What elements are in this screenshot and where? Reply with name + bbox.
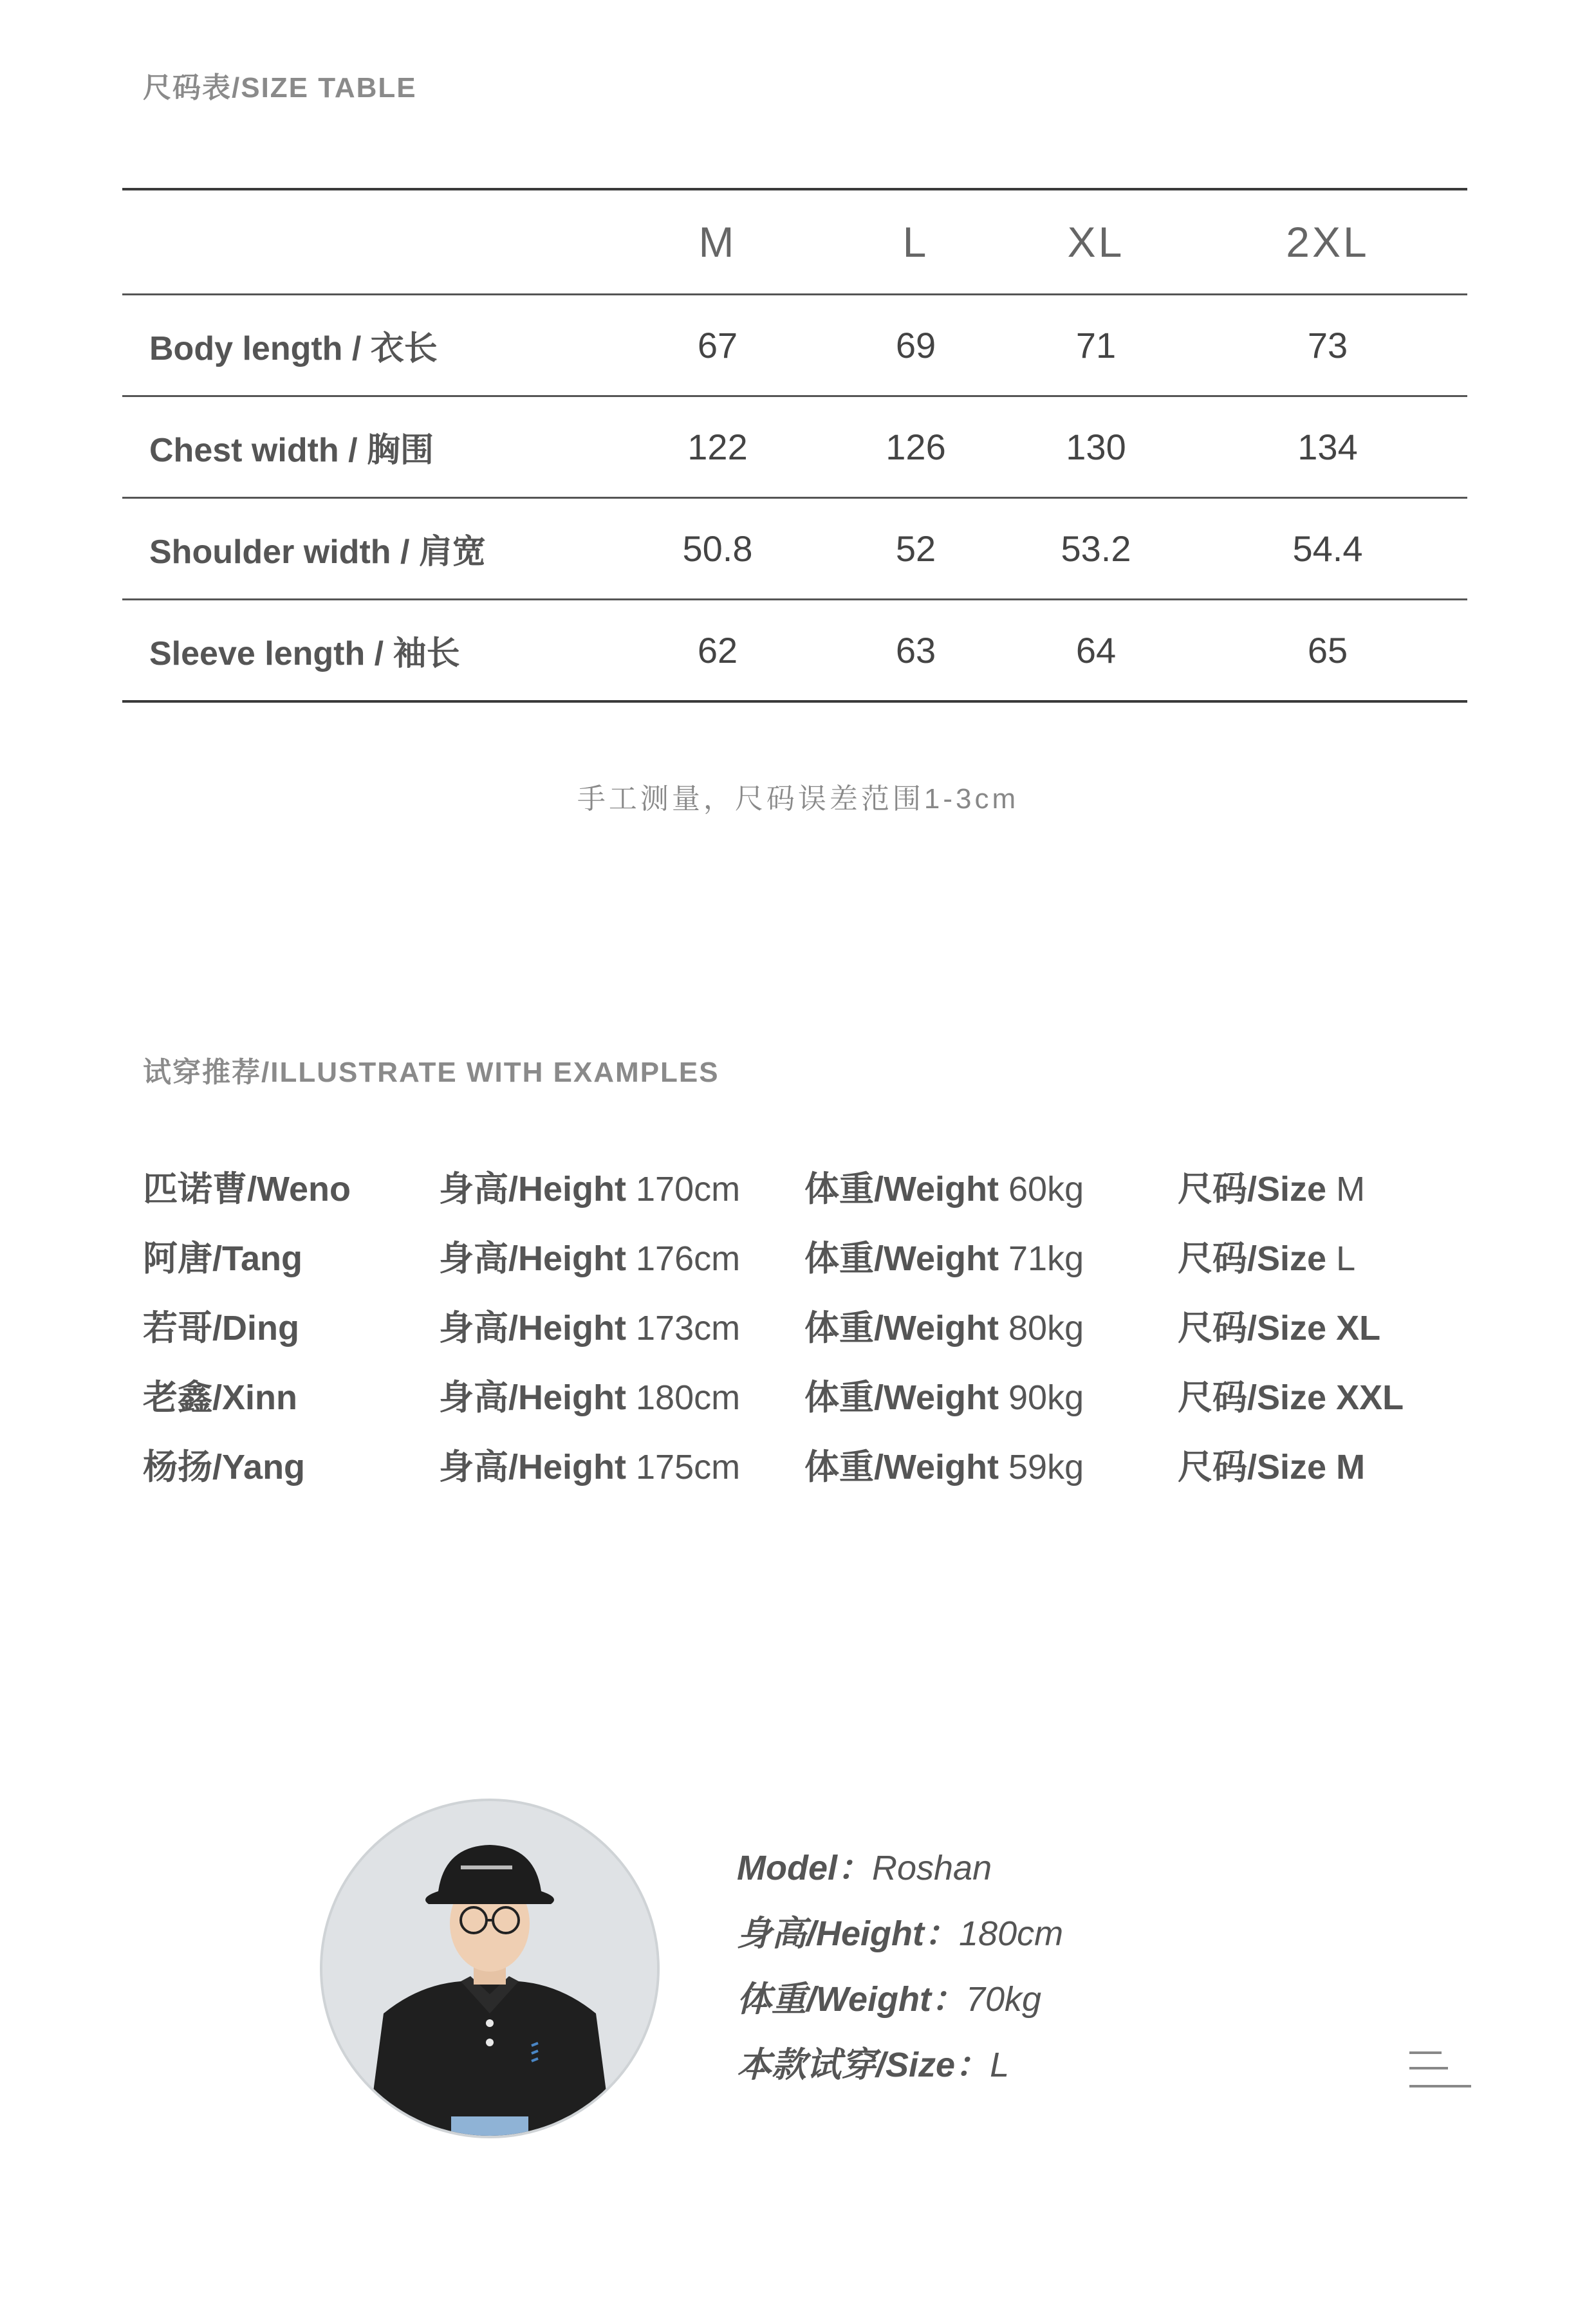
table-cell: 71 bbox=[1075, 325, 1117, 366]
height-label: 身高/Height bbox=[439, 1448, 626, 1486]
model-height-label: 身高/Height： bbox=[737, 1914, 959, 1953]
size-label: 尺码/Size bbox=[1178, 1309, 1327, 1347]
model-height-line bbox=[737, 1906, 1063, 1972]
table-cell: 67 bbox=[697, 325, 738, 366]
height-label: 身高/Height bbox=[439, 1378, 626, 1417]
column-header-l: L bbox=[902, 218, 929, 266]
weight-value: 80kg bbox=[1008, 1309, 1084, 1347]
size-table bbox=[122, 188, 1467, 703]
model-size-line bbox=[737, 2037, 1063, 2103]
size-text bbox=[1178, 1300, 1380, 1350]
table-cell: 65 bbox=[1307, 630, 1348, 671]
size-text bbox=[1178, 1162, 1365, 1211]
example-row bbox=[0, 1300, 1596, 1370]
table-row-shoulder-width bbox=[122, 499, 1467, 598]
table-cell: 50.8 bbox=[682, 528, 753, 569]
example-row bbox=[0, 1231, 1596, 1300]
model-size-value: L bbox=[990, 2046, 1010, 2084]
table-cell: 122 bbox=[687, 427, 748, 467]
row-label: Shoulder width / 肩宽 bbox=[149, 533, 486, 571]
height-value: 180cm bbox=[636, 1378, 741, 1417]
column-header-m: M bbox=[698, 218, 737, 266]
examples-heading: 试穿推荐/ILLUSTRATE WITH EXAMPLES bbox=[143, 1057, 719, 1088]
height-text bbox=[439, 1300, 740, 1350]
table-cell: 134 bbox=[1297, 427, 1358, 467]
height-value: 173cm bbox=[636, 1309, 741, 1347]
weight-label: 体重/Weight bbox=[804, 1448, 999, 1486]
column-header-2xl: 2XL bbox=[1286, 218, 1369, 266]
model-weight-line bbox=[737, 1972, 1063, 2037]
table-header-row bbox=[122, 190, 1467, 293]
height-text bbox=[439, 1439, 740, 1489]
size-label: 尺码/Size bbox=[1178, 1448, 1327, 1486]
weight-value: 71kg bbox=[1008, 1239, 1084, 1278]
example-row bbox=[0, 1370, 1596, 1439]
table-bottom-rule bbox=[122, 700, 1467, 703]
person-name: 杨扬/Yang bbox=[143, 1448, 306, 1486]
example-row bbox=[0, 1162, 1596, 1231]
model-photo bbox=[320, 1799, 660, 2138]
table-cell: 63 bbox=[895, 630, 936, 671]
model-weight-label: 体重/Weight： bbox=[737, 1980, 966, 2019]
size-value: XL bbox=[1336, 1309, 1381, 1347]
size-text bbox=[1178, 1231, 1355, 1281]
person-name: 老鑫/Xinn bbox=[143, 1378, 297, 1417]
table-cell: 64 bbox=[1075, 630, 1117, 671]
model-value: Roshan bbox=[872, 1849, 992, 1887]
person-name: 匹诺曹/Weno bbox=[143, 1170, 351, 1208]
table-cell: 54.4 bbox=[1292, 528, 1363, 569]
table-cell: 130 bbox=[1066, 427, 1126, 467]
height-value: 176cm bbox=[636, 1239, 741, 1278]
size-label: 尺码/Size bbox=[1178, 1239, 1327, 1278]
weight-text bbox=[804, 1370, 1084, 1420]
person-name: 若哥/Ding bbox=[143, 1309, 299, 1347]
row-label: Body length / 衣长 bbox=[149, 330, 438, 367]
table-row-body-length bbox=[122, 295, 1467, 395]
model-name-line bbox=[737, 1840, 1063, 1906]
weight-text bbox=[804, 1439, 1084, 1489]
size-label: 尺码/Size bbox=[1178, 1170, 1327, 1208]
table-row-sleeve-length bbox=[122, 600, 1467, 700]
height-label: 身高/Height bbox=[439, 1239, 626, 1278]
height-label: 身高/Height bbox=[439, 1170, 626, 1208]
example-row bbox=[0, 1439, 1596, 1509]
table-cell: 126 bbox=[886, 427, 946, 467]
table-cell: 69 bbox=[895, 325, 936, 366]
table-cell: 62 bbox=[697, 630, 738, 671]
size-text bbox=[1178, 1370, 1404, 1420]
model-height-value: 180cm bbox=[959, 1914, 1064, 1953]
size-value: L bbox=[1336, 1239, 1356, 1278]
column-header-xl: XL bbox=[1067, 218, 1125, 266]
size-label: 尺码/Size bbox=[1178, 1378, 1327, 1417]
weight-label: 体重/Weight bbox=[804, 1309, 999, 1347]
model-illustration bbox=[322, 1801, 657, 2136]
size-value: M bbox=[1336, 1170, 1366, 1208]
model-info bbox=[737, 1840, 1063, 2103]
row-label: Chest width / 胸围 bbox=[149, 432, 434, 469]
height-text bbox=[439, 1370, 740, 1420]
weight-label: 体重/Weight bbox=[804, 1378, 999, 1417]
menu-icon[interactable] bbox=[1408, 2048, 1472, 2096]
height-label: 身高/Height bbox=[439, 1309, 626, 1347]
measurement-note: 手工测量，尺码误差范围1-3cm bbox=[577, 783, 1019, 815]
height-text bbox=[439, 1162, 740, 1211]
table-row-chest-width bbox=[122, 397, 1467, 497]
weight-text bbox=[804, 1162, 1084, 1211]
height-value: 170cm bbox=[636, 1170, 741, 1208]
person-name: 阿唐/Tang bbox=[143, 1239, 302, 1278]
model-label: Model： bbox=[737, 1849, 872, 1887]
weight-value: 90kg bbox=[1008, 1378, 1084, 1417]
size-value: M bbox=[1336, 1448, 1366, 1486]
size-value: XXL bbox=[1336, 1378, 1404, 1417]
row-label: Sleeve length / 袖长 bbox=[149, 635, 460, 672]
table-cell: 53.2 bbox=[1061, 528, 1131, 569]
model-size-label: 本款试穿/Size： bbox=[737, 2046, 990, 2084]
weight-value: 60kg bbox=[1008, 1170, 1084, 1208]
height-value: 175cm bbox=[636, 1448, 741, 1486]
weight-text bbox=[804, 1231, 1084, 1281]
height-text bbox=[439, 1231, 740, 1281]
model-weight-value: 70kg bbox=[965, 1980, 1042, 2019]
weight-text bbox=[804, 1300, 1084, 1350]
weight-value: 59kg bbox=[1008, 1448, 1084, 1486]
size-table-heading: 尺码表/SIZE TABLE bbox=[143, 72, 417, 104]
table-cell: 52 bbox=[895, 528, 936, 569]
table-cell: 73 bbox=[1307, 325, 1348, 366]
weight-label: 体重/Weight bbox=[804, 1170, 999, 1208]
weight-label: 体重/Weight bbox=[804, 1239, 999, 1278]
size-text bbox=[1178, 1439, 1365, 1489]
